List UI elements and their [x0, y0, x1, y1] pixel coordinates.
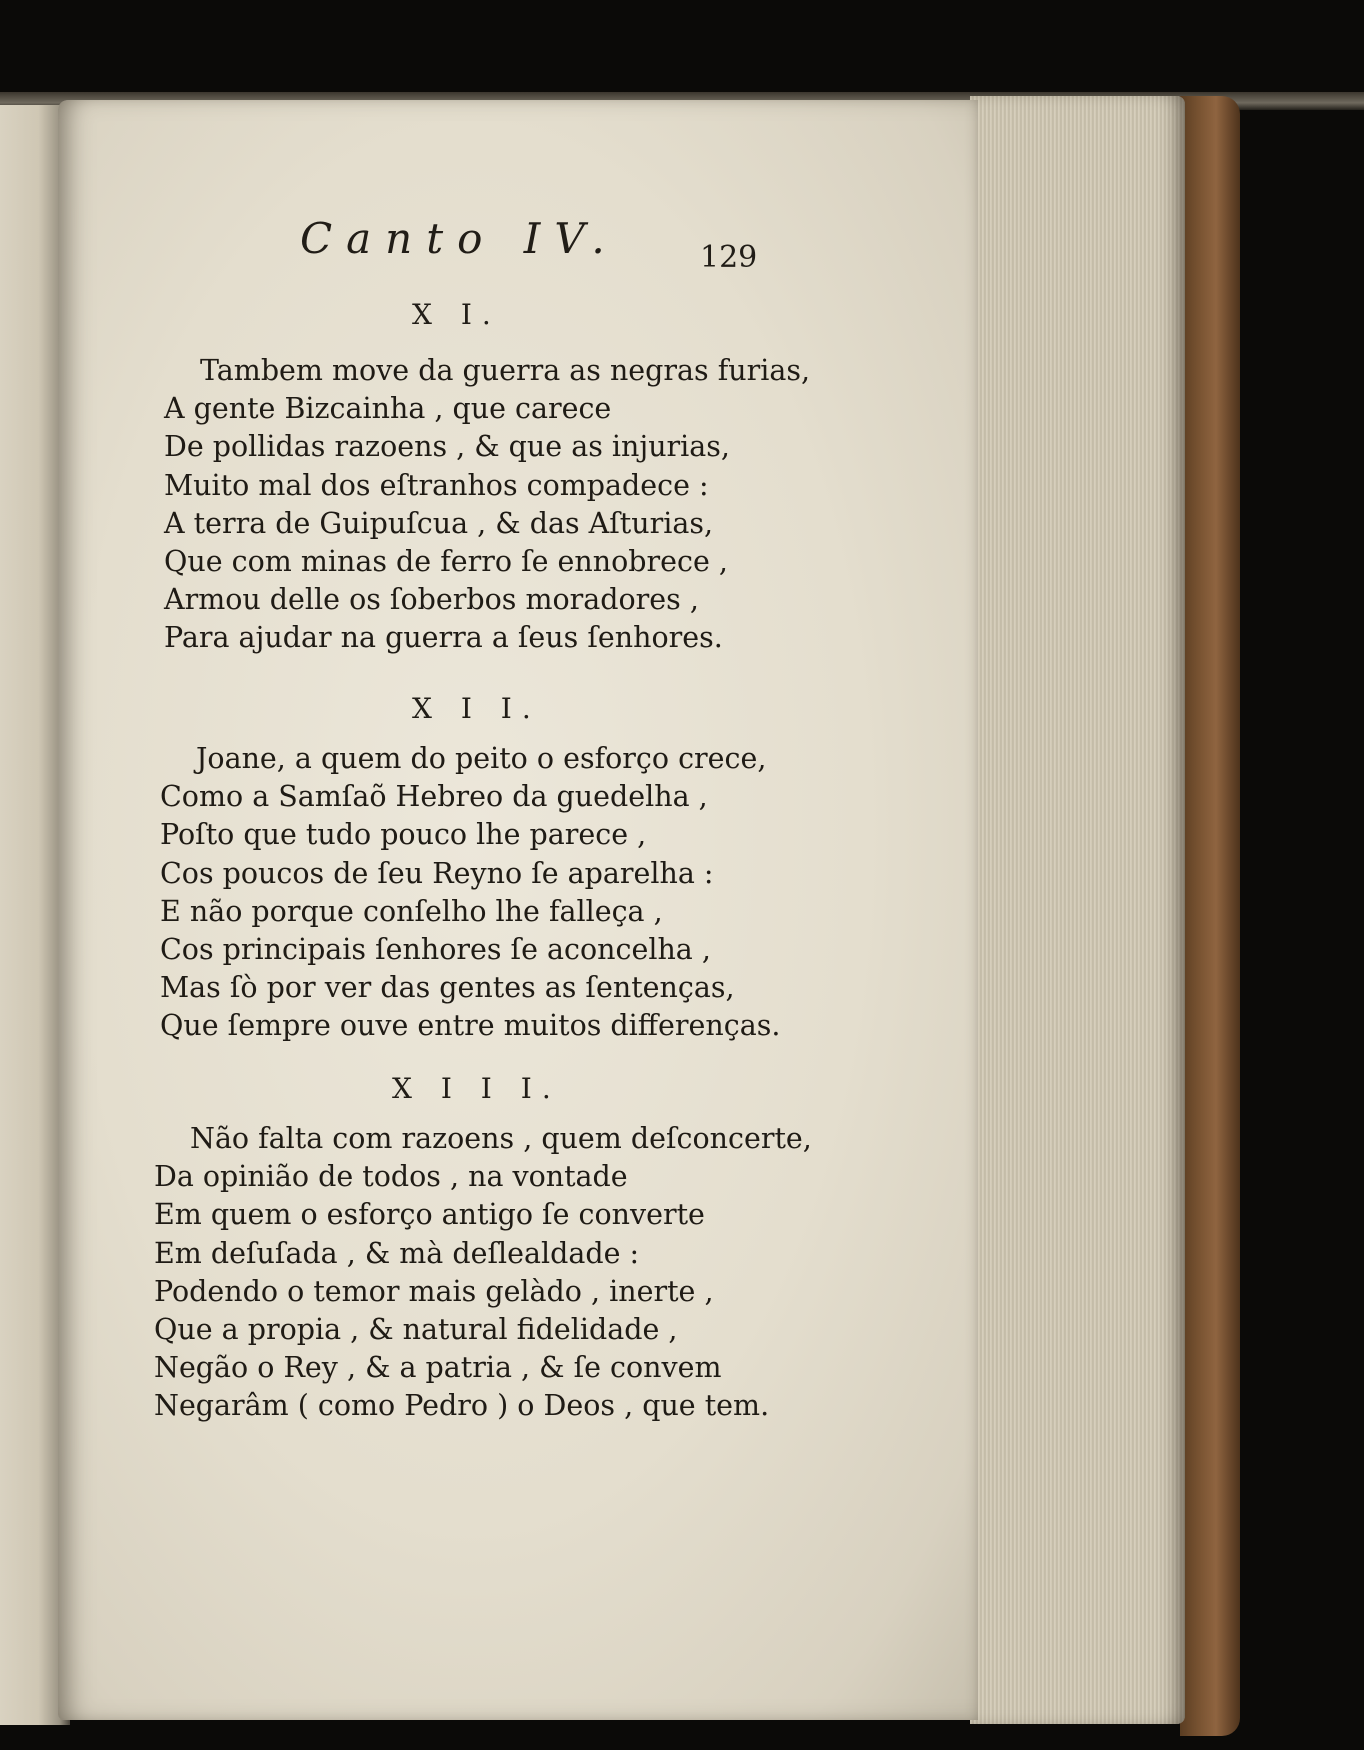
verse-line: Negão o Rey , & a patria , & ſe convem	[154, 1351, 722, 1385]
verse-line: Podendo o temor mais gelàdo , inerte ,	[154, 1274, 714, 1308]
verse-line: Joane, a quem do peito o esforço crece,	[196, 742, 767, 775]
page-number: 129	[700, 240, 758, 275]
verse-line: Muito mal dos eſtranhos compadece :	[164, 468, 709, 502]
page-block-fore-edge	[970, 96, 1185, 1724]
verse-line: Que ſempre ouve entre muitos differenças.	[160, 1009, 781, 1043]
verse-line: A terra de Guipuſcua , & das Aſturias,	[164, 506, 714, 540]
verse-line: De pollidas razoens , & que as injurias,	[164, 430, 730, 464]
verse-line: Poſto que tudo pouco lhe parece ,	[160, 818, 647, 852]
verse-line: A gente Bizcainha , que carece	[164, 392, 612, 426]
stanza	[160, 740, 780, 1046]
verse-line: Que a propia , & natural fidelidade ,	[154, 1313, 678, 1347]
verse-line: Tambem move da guerra as negras furias,	[200, 354, 811, 387]
running-head: Canto IV.	[300, 214, 619, 263]
stanza-number: X I.	[412, 298, 501, 331]
book-cover	[1180, 96, 1240, 1736]
verse-line: Em quem o esforço antigo ſe converte	[154, 1198, 705, 1232]
verse-line: Em deſuſada , & mà deſlealdade :	[154, 1236, 640, 1270]
verse-line: Como a Samſaõ Hebreo da guedelha ,	[160, 780, 708, 814]
verse-line: Cos principais ſenhores ſe aconcelha ,	[160, 933, 711, 967]
verse-line: Armou delle os ſoberbos moradores ,	[164, 583, 699, 617]
verse-line: Negarâm ( como Pedro ) o Deos , que tem.	[154, 1389, 770, 1423]
stanza	[164, 352, 810, 658]
verse-line: Para ajudar na guerra a ſeus ſenhores.	[164, 621, 723, 655]
verse-line: Cos poucos de ſeu Reyno ſe aparelha :	[160, 856, 714, 890]
verse-line: E não porque conſelho lhe falleça ,	[160, 894, 663, 928]
verse-line: Não falta com razoens , quem deſconcerte,	[190, 1122, 812, 1155]
verse-line: Da opinião de todos , na vontade	[154, 1160, 628, 1194]
verse-line: Mas ſò por ver das gentes as ſentenças,	[160, 971, 735, 1005]
stanza-number: X I I I.	[392, 1072, 561, 1105]
verse-line: Que com minas de ferro ſe ennobrece ,	[164, 545, 728, 579]
stanza	[154, 1120, 812, 1426]
stanza-number: X I I.	[412, 692, 541, 725]
